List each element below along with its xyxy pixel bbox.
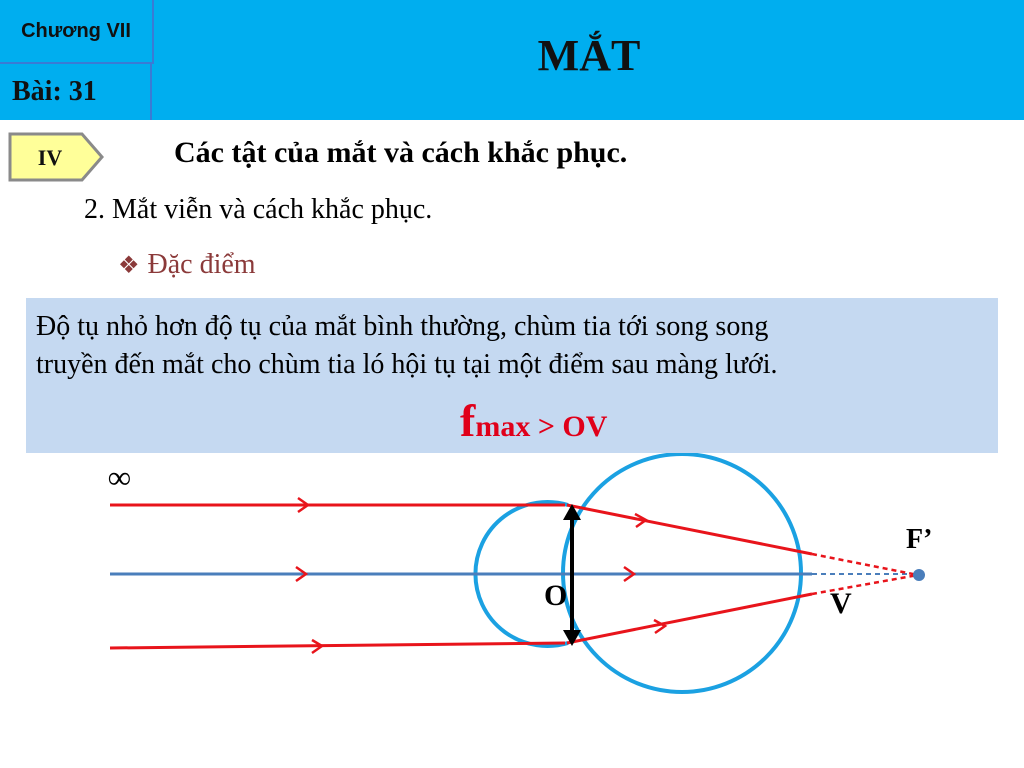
focus-point bbox=[913, 569, 925, 581]
focus-label: F’ bbox=[906, 524, 933, 555]
diamond-bullet-icon: ❖ bbox=[118, 253, 140, 279]
formula-f: f bbox=[460, 395, 476, 446]
ray-extension-top bbox=[812, 554, 918, 575]
page-title: MẮT bbox=[537, 31, 641, 80]
description-line-1: Độ tụ nhỏ hơn độ tụ của mắt bình thường, chùm tia tới song song bbox=[36, 311, 769, 342]
lesson-label: Bài: 31 bbox=[0, 64, 152, 120]
infinity-label: ∞ bbox=[108, 459, 131, 495]
section-title: Các tật của mắt và cách khắc phục. bbox=[174, 136, 628, 169]
incident-ray-bottom bbox=[110, 643, 565, 648]
subtitle: 2. Mắt viễn và cách khắc phục. bbox=[84, 194, 433, 225]
formula bbox=[460, 394, 607, 447]
lens-label: O bbox=[544, 579, 568, 612]
description-line-2: truyền đến mắt cho chùm tia ló hội tụ tại một điểm sau màng lưới. bbox=[36, 349, 778, 380]
refracted-ray-bottom bbox=[567, 594, 812, 643]
section-badge-label: IV bbox=[37, 145, 63, 170]
refracted-ray-top bbox=[567, 505, 812, 554]
chapter-label: Chương VII bbox=[0, 0, 154, 64]
bullet-item bbox=[118, 249, 256, 281]
ray-extension-bottom bbox=[812, 575, 918, 594]
bullet-label: Đặc điểm bbox=[147, 249, 256, 280]
formula-rest: max > OV bbox=[475, 410, 608, 443]
retina-label: V bbox=[830, 587, 852, 620]
